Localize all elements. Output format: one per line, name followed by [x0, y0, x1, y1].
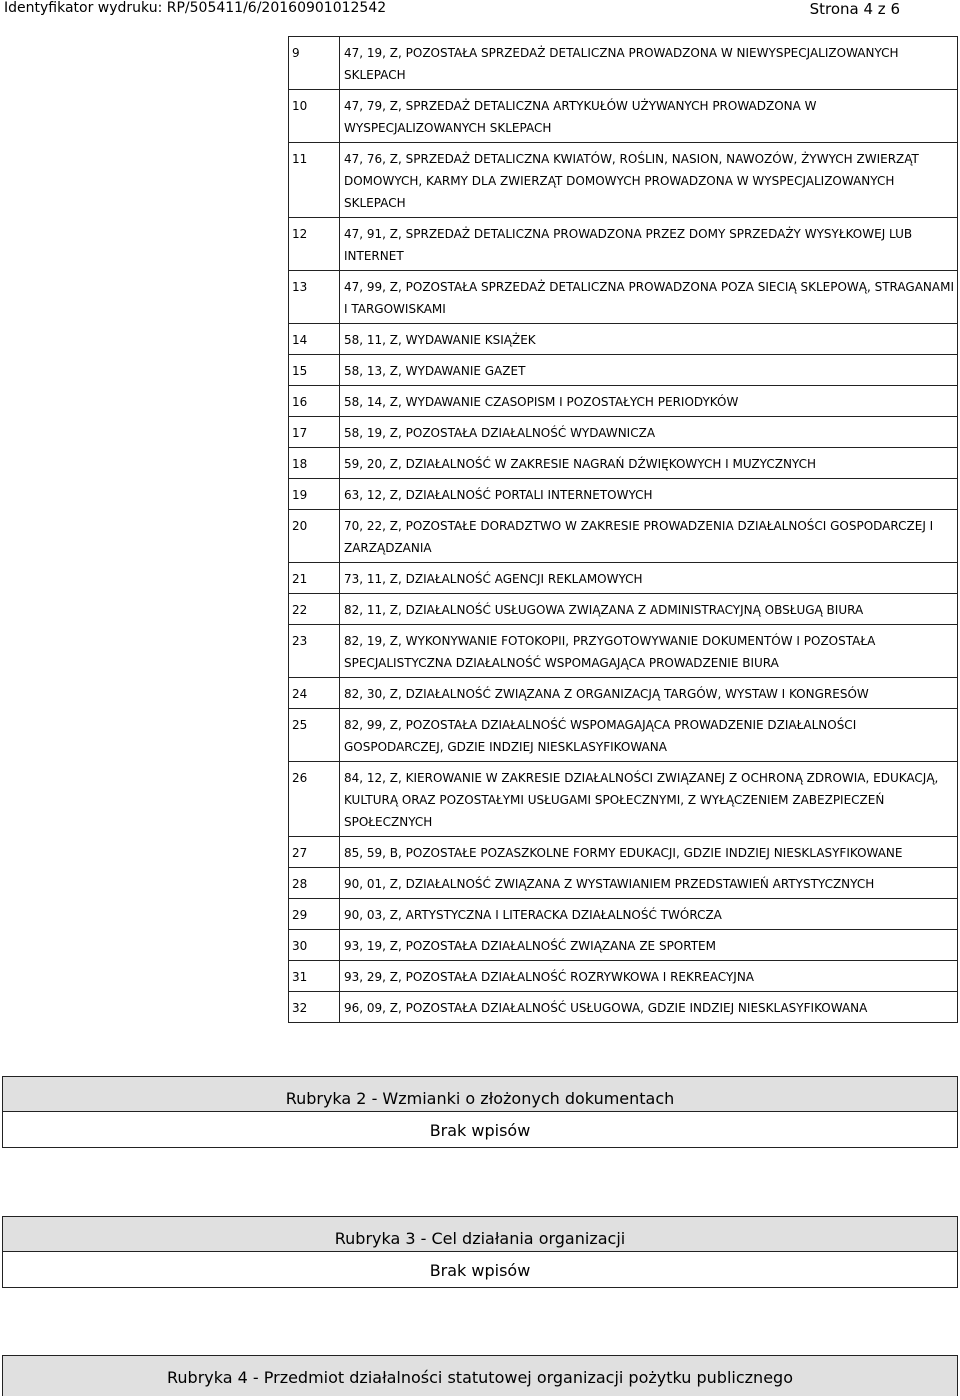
row-activity-text: 63, 12, Z, DZIAŁALNOŚĆ PORTALI INTERNETOWYCH — [340, 479, 958, 510]
pkd-activity-table — [288, 36, 958, 1023]
table-row — [289, 37, 958, 90]
row-number: 23 — [289, 625, 340, 678]
row-number: 24 — [289, 678, 340, 709]
table-row — [289, 355, 958, 386]
row-activity-text: 58, 11, Z, WYDAWANIE KSIĄŻEK — [340, 324, 958, 355]
table-row — [289, 992, 958, 1023]
row-activity-text: 58, 19, Z, POZOSTAŁA DZIAŁALNOŚĆ WYDAWNICZA — [340, 417, 958, 448]
table-row — [289, 625, 958, 678]
row-number: 17 — [289, 417, 340, 448]
page-number: Strona 4 z 6 — [809, 0, 900, 18]
row-number: 9 — [289, 37, 340, 90]
row-activity-text: 93, 19, Z, POZOSTAŁA DZIAŁALNOŚĆ ZWIĄZANA ZE SPORTEM — [340, 930, 958, 961]
row-number: 25 — [289, 709, 340, 762]
rubryka-2-section — [2, 1076, 958, 1148]
row-number: 14 — [289, 324, 340, 355]
table-row — [289, 324, 958, 355]
table-row — [289, 837, 958, 868]
row-activity-text: 96, 09, Z, POZOSTAŁA DZIAŁALNOŚĆ USŁUGOWA, GDZIE INDZIEJ NIESKLASYFIKOWANA — [340, 992, 958, 1023]
row-activity-text: 90, 01, Z, DZIAŁALNOŚĆ ZWIĄZANA Z WYSTAWIANIEM PRZEDSTAWIEŃ ARTYSTYCZNYCH — [340, 868, 958, 899]
row-number: 12 — [289, 218, 340, 271]
table-row — [289, 762, 958, 837]
row-activity-text: 47, 76, Z, SPRZEDAŻ DETALICZNA KWIATÓW, ROŚLIN, NASION, NAWOZÓW, ŻYWYCH ZWIERZĄT DOMOWYCH, KARMY DLA ZWIERZĄT DOMOWYCH PROWADZONA W WYSPECJALIZOWANYCH SKLEPACH — [340, 143, 958, 218]
rubryka-3-title: Rubryka 3 - Cel działania organizacji — [3, 1217, 957, 1252]
row-activity-text: 47, 91, Z, SPRZEDAŻ DETALICZNA PROWADZONA PRZEZ DOMY SPRZEDAŻY WYSYŁKOWEJ LUB INTERNET — [340, 218, 958, 271]
table-row — [289, 417, 958, 448]
row-number: 19 — [289, 479, 340, 510]
row-number: 22 — [289, 594, 340, 625]
table-row — [289, 386, 958, 417]
row-number: 13 — [289, 271, 340, 324]
row-activity-text: 73, 11, Z, DZIAŁALNOŚĆ AGENCJI REKLAMOWYCH — [340, 563, 958, 594]
row-activity-text: 70, 22, Z, POZOSTAŁE DORADZTWO W ZAKRESIE PROWADZENIA DZIAŁALNOŚCI GOSPODARCZEJ I ZARZĄDZANIA — [340, 510, 958, 563]
row-number: 31 — [289, 961, 340, 992]
rubryka-4-section — [2, 1355, 958, 1396]
row-activity-text: 93, 29, Z, POZOSTAŁA DZIAŁALNOŚĆ ROZRYWKOWA I REKREACYJNA — [340, 961, 958, 992]
print-identifier: Identyfikator wydruku: RP/505411/6/20160901012542 — [4, 0, 387, 16]
row-activity-text: 84, 12, Z, KIEROWANIE W ZAKRESIE DZIAŁALNOŚCI ZWIĄZANEJ Z OCHRONĄ ZDROWIA, EDUKACJĄ, KULTURĄ ORAZ POZOSTAŁYMI USŁUGAMI SPOŁECZNYMI, Z WYŁĄCZENIEM ZABEZPIECZEŃ SPOŁECZNYCH — [340, 762, 958, 837]
table-row — [289, 510, 958, 563]
row-number: 20 — [289, 510, 340, 563]
rubryka-4-title: Rubryka 4 - Przedmiot działalności statutowej organizacji pożytku publicznego — [3, 1356, 957, 1396]
table-row — [289, 479, 958, 510]
print-header — [0, 0, 960, 20]
row-activity-text: 58, 13, Z, WYDAWANIE GAZET — [340, 355, 958, 386]
table-row — [289, 563, 958, 594]
row-number: 11 — [289, 143, 340, 218]
row-activity-text: 85, 59, B, POZOSTAŁE POZASZKOLNE FORMY EDUKACJI, GDZIE INDZIEJ NIESKLASYFIKOWANE — [340, 837, 958, 868]
row-activity-text: 58, 14, Z, WYDAWANIE CZASOPISM I POZOSTAŁYCH PERIODYKÓW — [340, 386, 958, 417]
row-number: 29 — [289, 899, 340, 930]
row-activity-text: 47, 79, Z, SPRZEDAŻ DETALICZNA ARTYKUŁÓW UŻYWANYCH PROWADZONA W WYSPECJALIZOWANYCH SKLEPACH — [340, 90, 958, 143]
table-row — [289, 271, 958, 324]
table-row — [289, 90, 958, 143]
row-number: 10 — [289, 90, 340, 143]
row-number: 27 — [289, 837, 340, 868]
row-number: 21 — [289, 563, 340, 594]
table-row — [289, 448, 958, 479]
table-row — [289, 594, 958, 625]
row-number: 18 — [289, 448, 340, 479]
rubryka-3-section — [2, 1216, 958, 1288]
table-row — [289, 899, 958, 930]
rubryka-3-body: Brak wpisów — [429, 1261, 531, 1280]
row-activity-text: 47, 99, Z, POZOSTAŁA SPRZEDAŻ DETALICZNA PROWADZONA POZA SIECIĄ SKLEPOWĄ, STRAGANAMI I TARGOWISKAMI — [340, 271, 958, 324]
rubryka-2-body: Brak wpisów — [429, 1121, 531, 1140]
table-row — [289, 143, 958, 218]
row-number: 16 — [289, 386, 340, 417]
row-activity-text: 90, 03, Z, ARTYSTYCZNA I LITERACKA DZIAŁALNOŚĆ TWÓRCZA — [340, 899, 958, 930]
row-number: 30 — [289, 930, 340, 961]
table-row — [289, 678, 958, 709]
row-activity-text: 82, 30, Z, DZIAŁALNOŚĆ ZWIĄZANA Z ORGANIZACJĄ TARGÓW, WYSTAW I KONGRESÓW — [340, 678, 958, 709]
table-row — [289, 868, 958, 899]
row-number: 28 — [289, 868, 340, 899]
row-activity-text: 82, 11, Z, DZIAŁALNOŚĆ USŁUGOWA ZWIĄZANA Z ADMINISTRACYJNĄ OBSŁUGĄ BIURA — [340, 594, 958, 625]
row-activity-text: 47, 19, Z, POZOSTAŁA SPRZEDAŻ DETALICZNA PROWADZONA W NIEWYSPECJALIZOWANYCH SKLEPACH — [340, 37, 958, 90]
rubryka-2-title: Rubryka 2 - Wzmianki o złożonych dokumentach — [3, 1077, 957, 1112]
table-row — [289, 218, 958, 271]
table-row — [289, 930, 958, 961]
row-number: 32 — [289, 992, 340, 1023]
row-activity-text: 59, 20, Z, DZIAŁALNOŚĆ W ZAKRESIE NAGRAŃ DŹWIĘKOWYCH I MUZYCZNYCH — [340, 448, 958, 479]
row-activity-text: 82, 19, Z, WYKONYWANIE FOTOKOPII, PRZYGOTOWYWANIE DOKUMENTÓW I POZOSTAŁA SPECJALISTYCZNA DZIAŁALNOŚĆ WSPOMAGAJĄCA PROWADZENIE BIURA — [340, 625, 958, 678]
row-number: 15 — [289, 355, 340, 386]
table-row — [289, 961, 958, 992]
row-number: 26 — [289, 762, 340, 837]
table-row — [289, 709, 958, 762]
row-activity-text: 82, 99, Z, POZOSTAŁA DZIAŁALNOŚĆ WSPOMAGAJĄCA PROWADZENIE DZIAŁALNOŚCI GOSPODARCZEJ, GDZIE INDZIEJ NIESKLASYFIKOWANA — [340, 709, 958, 762]
